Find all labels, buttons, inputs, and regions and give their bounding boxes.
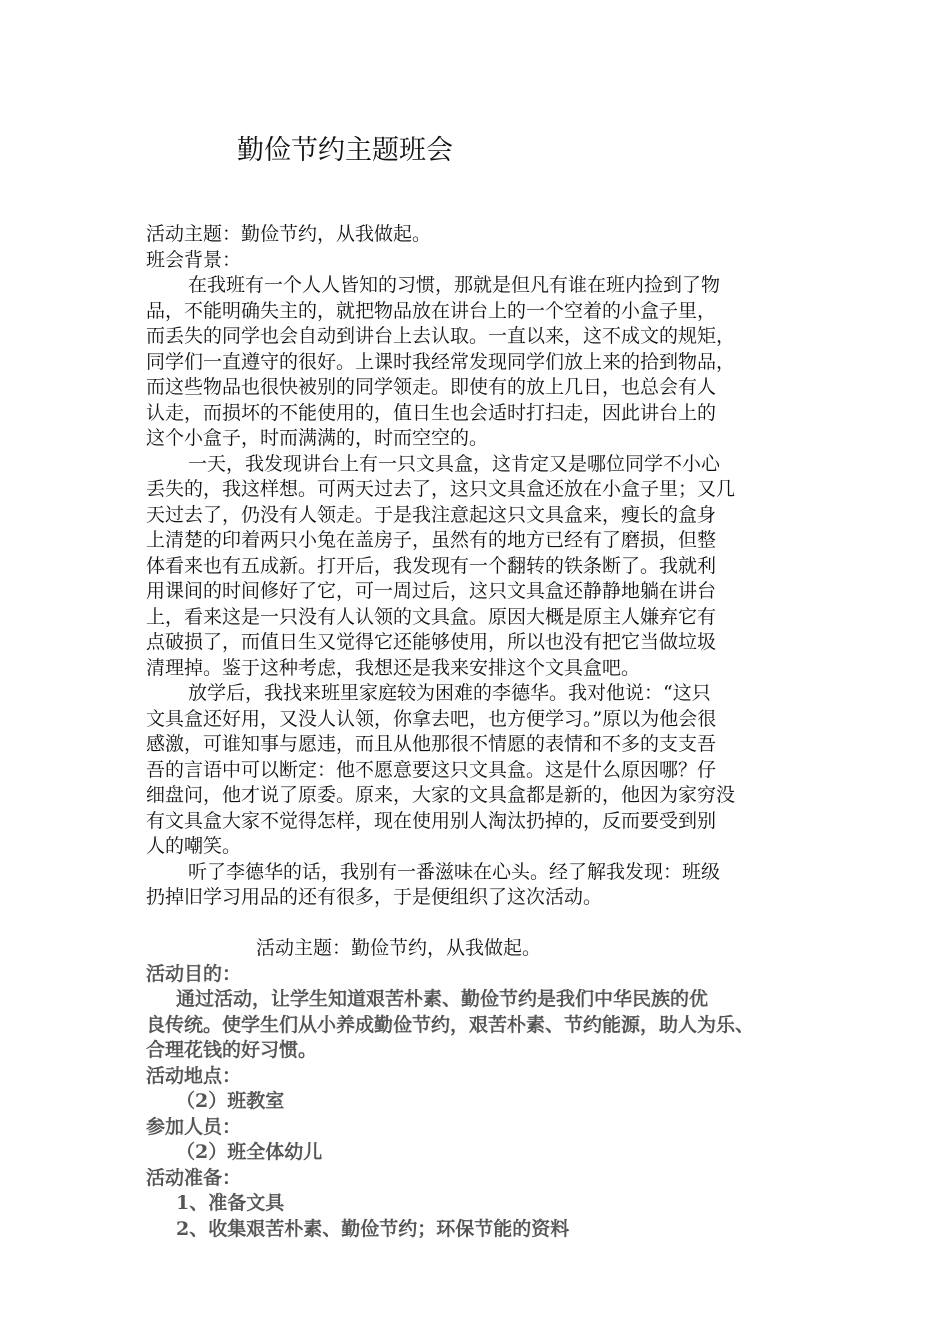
paragraph-3 <box>146 681 806 860</box>
text-line: 点破损了，而值日生又觉得它还能够使用，所以也没有把它当做垃圾 <box>146 631 717 653</box>
text-line: 同学们一直遵守的很好。上课时我经常发现同学们放上来的拾到物品， <box>146 350 736 373</box>
text-line: 这个小盒子，时而满满的，时而空空的。 <box>146 427 489 449</box>
theme-line: 活动主题：勤俭节约，从我做起。 <box>146 223 432 245</box>
text-line: 良传统。使学生们从小养成勤俭节约，艰苦朴素、节约能源，助人为乐、 <box>146 1013 755 1036</box>
text-line: 通过活动，让学生知道艰苦朴素、勤俭节约是我们中华民族的优 <box>176 988 709 1010</box>
text-line: 听了李德华的话，我别有一番滋味在心头。经了解我发现：班级 <box>188 860 721 883</box>
goal-heading: 活动目的： <box>146 962 242 985</box>
text-line: 吾的言语中可以断定：他不愿意要这只文具盒。这是什么原因哪？仔 <box>146 758 717 781</box>
prep-item: 1、准备文具 <box>176 1192 285 1214</box>
text-line: 上，看来这是一只没有人认领的文具盒。原因大概是原主人嫌弃它有 <box>146 605 717 628</box>
place-text: （2）班教室 <box>176 1090 285 1112</box>
text-line: 放学后，我找来班里家庭较为困难的李德华。我对他说：“这只 <box>188 682 711 704</box>
text-line: 合理花钱的好习惯。 <box>146 1039 318 1061</box>
text-line: 细盘问，他才说了原委。原来，大家的文具盒都是新的，他因为家穷没 <box>146 784 736 806</box>
document-title: 勤俭节约主题班会 <box>237 135 453 166</box>
text-line: 上清楚的印着两只小兔在盖房子，虽然有的地方已经有了磨损，但整 <box>146 529 717 551</box>
text-line: 认走，而损坏的不能使用的，值日生也会适时打扫走，因此讲台上的 <box>146 401 717 424</box>
prep-heading: 活动准备： <box>146 1166 242 1189</box>
text-line: 体看来也有五成新。打开后，我发现有一个翻转的铁条断了。我就利 <box>146 554 717 577</box>
text-line: 文具盒还好用，又没人认领，你拿去吧，也方便学习。”原以为他会很 <box>146 707 717 730</box>
text-line: 感激，可谁知事与愿违，而且从他那很不情愿的表情和不多的支支吾 <box>146 733 717 755</box>
text-line: 用课间的时间修好了它，可一周过后，这只文具盒还静静地躺在讲台 <box>146 580 717 602</box>
paragraph-2 <box>146 452 806 682</box>
text-line: 清理掉。鉴于这种考虑，我想还是我来安排这个文具盒吧。 <box>146 656 641 679</box>
people-heading: 参加人员： <box>146 1115 242 1138</box>
text-line: 而丢失的同学也会自动到讲台上去认取。一直以来，这不成文的规矩， <box>146 325 736 347</box>
background-heading: 班会背景： <box>146 248 242 271</box>
text-line: 人的嘲笑。 <box>146 835 242 857</box>
prep-item: 2、收集艰苦朴素、勤俭节约；环保节能的资料 <box>176 1217 570 1240</box>
paragraph-4 <box>146 860 806 911</box>
place-heading: 活动地点： <box>146 1064 242 1087</box>
text-line: 有文具盒大家不觉得怎样，现在使用别人淘汰扔掉的，反而要受到别 <box>146 809 717 832</box>
text-line: 一天，我发现讲台上有一只文具盒，这肯定又是哪位同学不小心 <box>188 452 721 475</box>
text-line: 丢失的，我这样想。可两天过去了，这只文具盒还放在小盒子里；又几 <box>146 478 736 500</box>
document-body <box>146 222 806 1242</box>
spacer <box>146 911 806 937</box>
people-text: （2）班全体幼儿 <box>176 1141 323 1163</box>
text-line: 而这些物品也很快被别的同学领走。即使有的放上几日，也总会有人 <box>146 376 717 398</box>
paragraph-1 <box>146 273 806 452</box>
activity-details <box>146 962 806 1243</box>
text-line: 扔掉旧学习用品的还有很多，于是便组织了这次活动。 <box>146 886 603 908</box>
text-line: 天过去了，仍没有人领走。于是我注意起这只文具盒来，瘦长的盒身 <box>146 503 717 526</box>
theme-line-centered: 活动主题：勤俭节约，从我做起。 <box>256 937 542 959</box>
text-line: 在我班有一个人人皆知的习惯，那就是但凡有谁在班内捡到了物 <box>188 274 721 296</box>
text-line: 品，不能明确失主的，就把物品放在讲台上的一个空着的小盒子里， <box>146 299 717 322</box>
